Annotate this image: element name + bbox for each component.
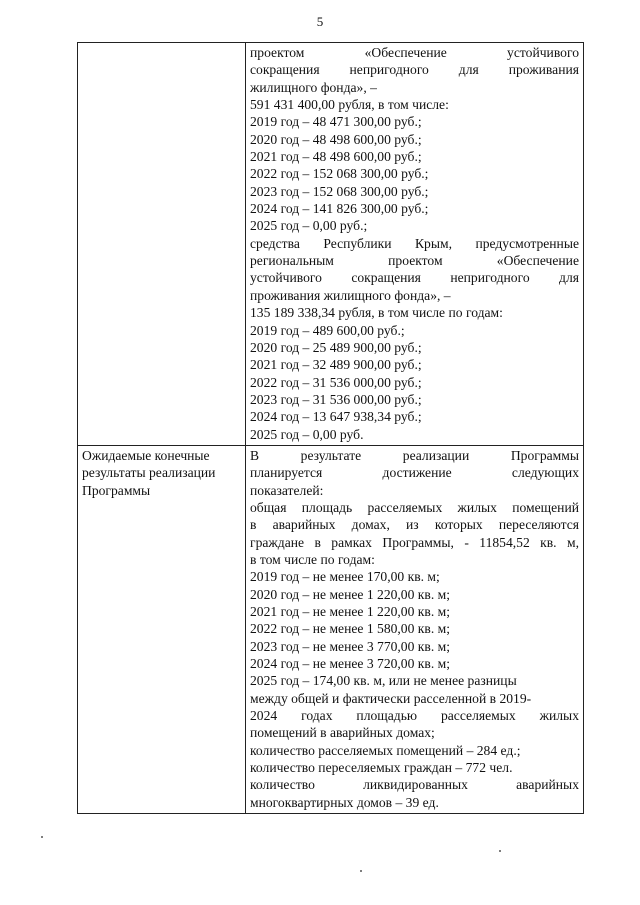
content-line: 2022 год – 31 536 000,00 руб.; xyxy=(250,374,422,390)
content-line: 2024 год – 141 826 300,00 руб.; xyxy=(250,201,429,217)
content-line: 2025 год – 174,00 кв. м, или не менее разницы xyxy=(250,673,517,689)
content-line: средства Республики Крым, предусмотренные xyxy=(250,235,579,251)
content-line: 2025 год – 0,00 руб. xyxy=(250,426,364,442)
content-line: 2019 год – 489 600,00 руб.; xyxy=(250,322,405,338)
content-line: в том числе по годам: xyxy=(250,551,375,567)
content-line: 591 431 400,00 рубля, в том числе: xyxy=(250,97,449,113)
table-row xyxy=(78,445,584,813)
content-line: 2023 год – 152 068 300,00 руб.; xyxy=(250,183,429,199)
content-line: жилищного фонда», – xyxy=(250,79,377,95)
row-label-cell xyxy=(78,445,246,813)
content-line: 2023 год – 31 536 000,00 руб.; xyxy=(250,391,422,407)
content-line: 2019 год – 48 471 300,00 руб.; xyxy=(250,114,422,130)
content-line: 2021 год – 32 489 900,00 руб.; xyxy=(250,357,422,373)
row-label-line: Программы xyxy=(82,482,151,498)
page-number: 5 xyxy=(316,14,324,29)
row-label-line: Ожидаемые конечные xyxy=(82,447,210,463)
content-line: В результате реализации Программы xyxy=(250,447,579,463)
content-line: 2020 год – 48 498 600,00 руб.; xyxy=(250,131,422,147)
content-line: количество ликвидированных аварийных xyxy=(250,777,579,793)
content-line: количество переселяемых граждан – 772 чел. xyxy=(250,760,513,776)
row-label-line: результаты реализации xyxy=(82,465,216,481)
content-line: многоквартирных домов – 39 ед. xyxy=(250,794,439,810)
row-content-cell xyxy=(246,445,584,813)
content-line: проектом «Обеспечение устойчивого xyxy=(250,45,579,60)
content-line: количество расселяемых помещений – 284 ед.; xyxy=(250,742,521,758)
content-line: устойчивого сокращения непригодного для xyxy=(250,270,579,286)
content-line: 2022 год – не менее 1 580,00 кв. м; xyxy=(250,621,450,637)
content-line: помещений в аварийных домах; xyxy=(250,725,435,741)
scan-speck xyxy=(499,850,501,852)
content-line: 2024 годах площадью расселяемых жилых xyxy=(250,708,579,724)
row-content-cell xyxy=(246,43,584,446)
content-line: 2021 год – не менее 1 220,00 кв. м; xyxy=(250,604,450,619)
content-line: региональным проектом «Обеспечение xyxy=(250,253,579,269)
content-line: 2019 год – не менее 170,00 кв. м; xyxy=(250,569,440,585)
content-line: граждане в рамках Программы, - 11854,52 кв. м, xyxy=(250,534,579,550)
content-line: 2022 год – 152 068 300,00 руб.; xyxy=(250,166,429,182)
content-line: 2020 год – не менее 1 220,00 кв. м; xyxy=(250,586,450,602)
content-line: планируется достижение следующих xyxy=(250,465,579,481)
content-line: между общей и фактически расселенной в 2019- xyxy=(250,690,532,706)
content-line: 2021 год – 48 498 600,00 руб.; xyxy=(250,149,422,165)
content-line: сокращения непригодного для проживания xyxy=(250,62,579,78)
content-line: в аварийных домах, из которых переселяются xyxy=(250,517,579,533)
scan-speck xyxy=(41,836,43,838)
content-line: 2025 год – 0,00 руб.; xyxy=(250,218,368,234)
scan-speck xyxy=(360,870,362,872)
content-line: общая площадь расселяемых жилых помещений xyxy=(250,499,579,515)
program-passport-table xyxy=(77,42,584,814)
content-line: показателей: xyxy=(250,482,324,498)
row-label-cell xyxy=(78,43,246,446)
content-line: 135 189 338,34 рубля, в том числе по годам: xyxy=(250,305,503,321)
content-line: 2023 год – не менее 3 770,00 кв. м; xyxy=(250,638,450,654)
content-line: 2024 год – не менее 3 720,00 кв. м; xyxy=(250,656,450,672)
content-line: проживания жилищного фонда», – xyxy=(250,287,451,303)
table-row xyxy=(78,43,584,446)
content-line: 2024 год – 13 647 938,34 руб.; xyxy=(250,409,422,425)
content-line: 2020 год – 25 489 900,00 руб.; xyxy=(250,339,422,355)
